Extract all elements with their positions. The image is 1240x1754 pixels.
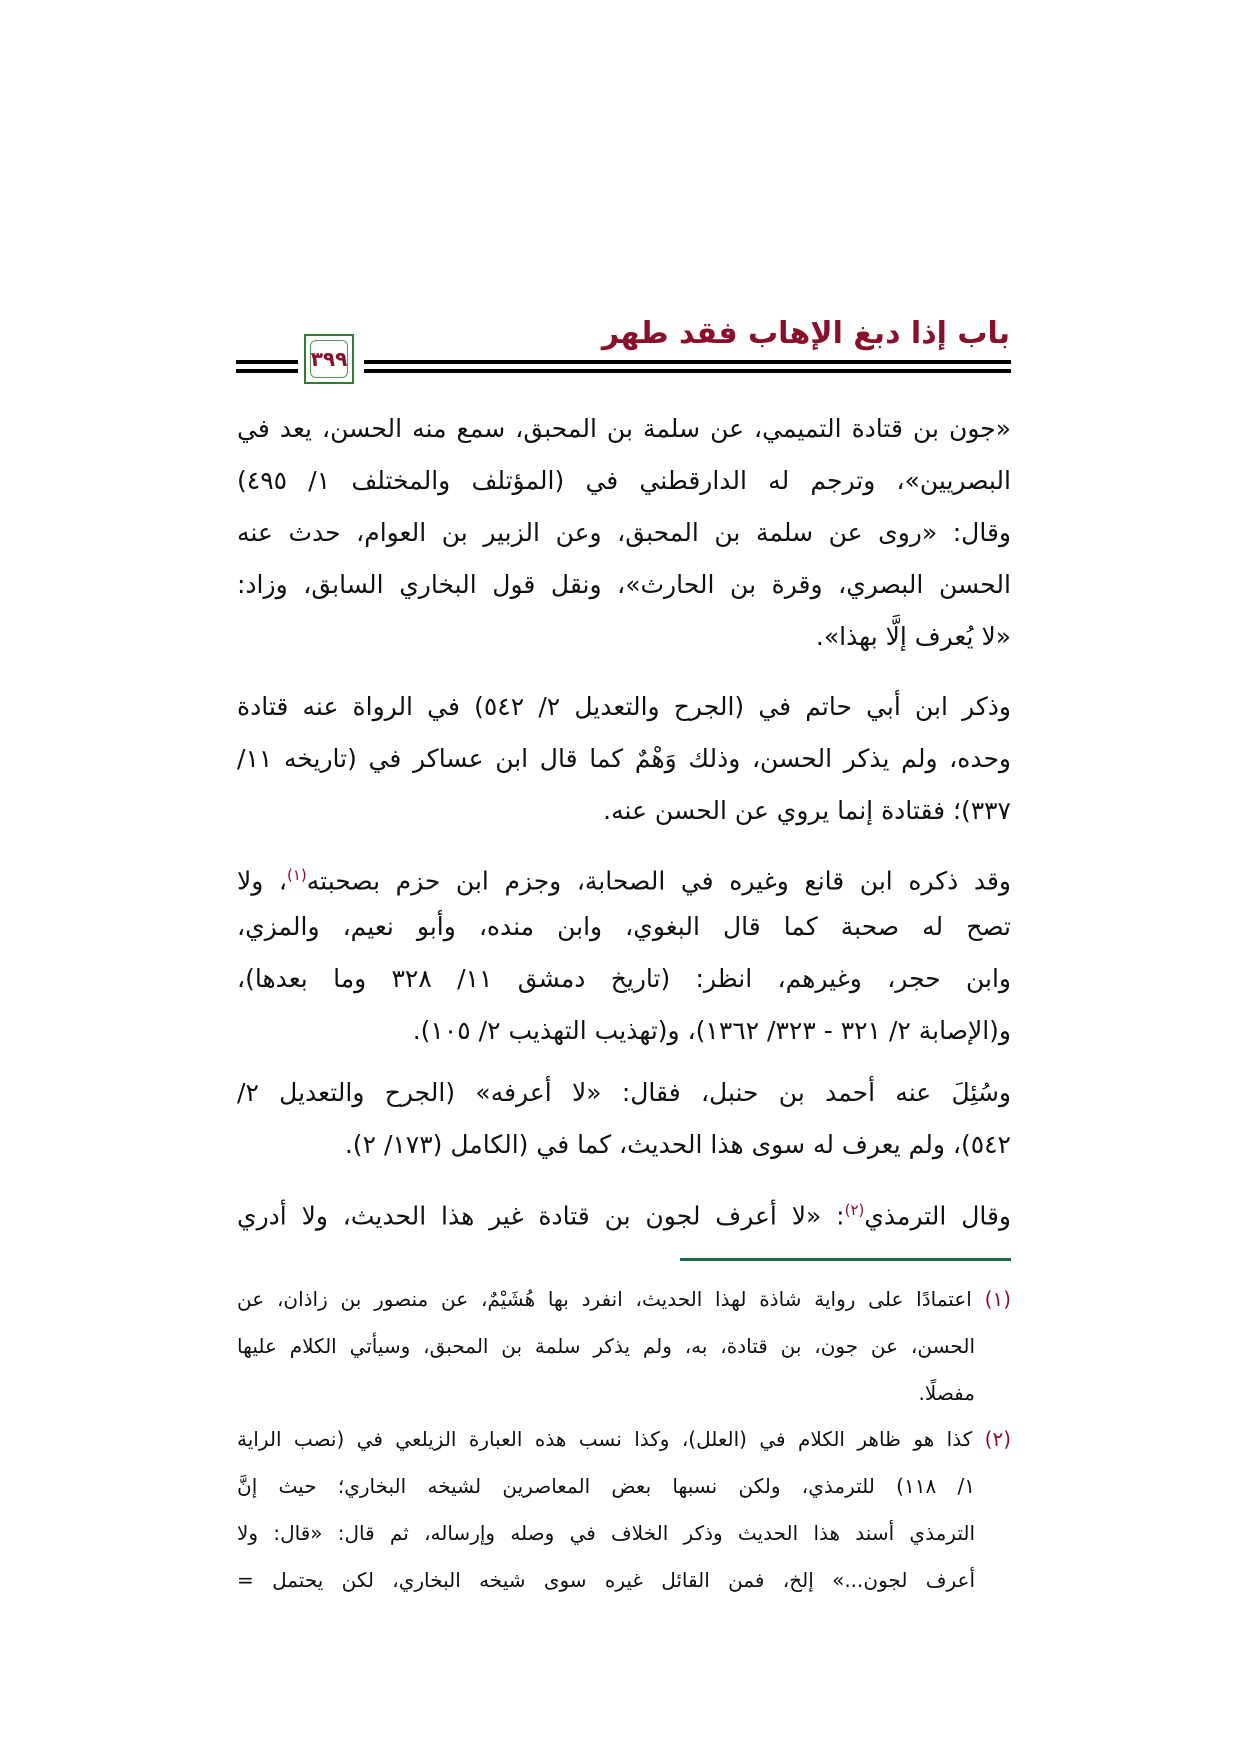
text-line: «جون بن قتادة التميمي، عن سلمة بن المحبق، سمع منه الحسن، يعد في: [237, 414, 1011, 443]
footnote-line: [237, 1276, 1011, 1323]
text-span: : «لا أعرف لجون بن قتادة غير هذا الحديث، ولا أدري: [237, 1201, 845, 1231]
footnote-number: (٢): [984, 1427, 1011, 1451]
footnote-line: الحسن، عن جون، بن قتادة، به، ولم يذكر سلمة بن المحبق، وسيأتي الكلام عليها: [237, 1334, 975, 1358]
paragraph-5: [237, 1184, 1011, 1236]
header-rule-left-bottom: [236, 369, 298, 373]
text-span: اعتمادًا على رواية شاذة لهذا الحديث، انفرد بها هُشَيْمٌ، عن منصور بن زاذان، عن: [237, 1287, 972, 1311]
text-line: «لا يُعرف إلَّا بهذا».: [815, 622, 1011, 651]
text-line: البصريين»، وترجم له الدارقطني في (المؤتلف والمختلف ١/ ٤٩٥): [237, 466, 1011, 495]
footnote-separator: [680, 1258, 1011, 1261]
text-line: وابن حجر، وغيرهم، انظر: (تاريخ دمشق ١١/ ٣٢٨ وما بعدها)،: [237, 964, 1011, 993]
text-span: كذا هو ظاهر الكلام في (العلل)، وكذا نسب هذه العبارة الزيلعي في (نصب الراية: [237, 1427, 973, 1451]
text-span: وقال الترمذي: [864, 1201, 1012, 1231]
page-number-frame: [304, 334, 354, 384]
footnote-line: [237, 1416, 1011, 1463]
text-line: ٥٤٢)، ولم يعرف له سوى هذا الحديث، كما في (الكامل (١٧٣/ ٢).: [344, 1130, 1011, 1159]
header-rule-left-top: [236, 360, 298, 364]
footnote-number: (١): [984, 1287, 1012, 1311]
footnote-ref-2[interactable]: (٢): [844, 1201, 865, 1219]
text-span: ، ولا: [237, 866, 287, 896]
text-line: وقال: «روى عن سلمة بن المحبق، وعن الزبير بن العوام، حدث عنه: [237, 518, 1011, 547]
paragraph-2: [237, 681, 1011, 837]
paragraph-1: [237, 403, 1011, 663]
text-line: وذكر ابن أبي حاتم في (الجرح والتعديل ٢/ ٥٤٢) في الرواة عنه قتادة: [237, 692, 1011, 721]
header-rule-bottom: [364, 369, 1011, 373]
page-number: ٣٩٩: [310, 347, 348, 371]
footnote-line: أعرف لجون...» إلخ، فمن القائل غيره سوى شيخه البخاري، لكن يحتمل =: [237, 1568, 975, 1592]
paragraph-4: [237, 1067, 1011, 1171]
text-line: تصح له صحبة كما قال البغوي، وابن منده، وأبو نعيم، والمزي،: [237, 912, 1011, 941]
text-line: [237, 849, 1011, 901]
footnote-line: ١/ ١١٨) للترمذي، ولكن نسبها بعض المعاصرين لشيخه البخاري؛ حيث إنَّ: [237, 1474, 975, 1498]
header-rule-top: [364, 360, 1011, 364]
text-span: وقد ذكره ابن قانع وغيره في الصحابة، وجزم ابن حزم بصحبته: [306, 866, 1011, 896]
footnote-1: [237, 1276, 1011, 1417]
text-line: و(الإصابة ٢/ ٣٢١ - ٣٢٣/ ١٣٦٢)، و(تهذيب التهذيب ٢/ ١٠٥).: [412, 1016, 1011, 1045]
chapter-title: باب إذا دبغ الإهاب فقد طهر: [601, 316, 1010, 351]
text-line: الحسن البصري، وقرة بن الحارث»، ونقل قول البخاري السابق، وزاد:: [237, 570, 1011, 599]
paragraph-3: [237, 849, 1011, 1057]
footnote-line: الترمذي أسند هذا الحديث وذكر الخلاف في وصله وإرساله، ثم قال: «قال: ولا: [237, 1521, 975, 1545]
text-line: ٣٣٧)؛ فقتادة إنما يروي عن الحسن عنه.: [603, 796, 1011, 825]
text-line: [237, 1184, 1011, 1236]
text-line: وحده، ولم يذكر الحسن، وذلك وَهْمٌ كما قال ابن عساكر في (تاريخه ١١/: [237, 744, 1011, 773]
text-line: وسُئِلَ عنه أحمد بن حنبل، فقال: «لا أعرفه» (الجرح والتعديل ٢/: [237, 1078, 1011, 1107]
footnote-line: مفصلًا.: [918, 1381, 975, 1405]
footnote-2: [237, 1416, 1011, 1604]
footnote-ref-1[interactable]: (١): [286, 866, 307, 884]
